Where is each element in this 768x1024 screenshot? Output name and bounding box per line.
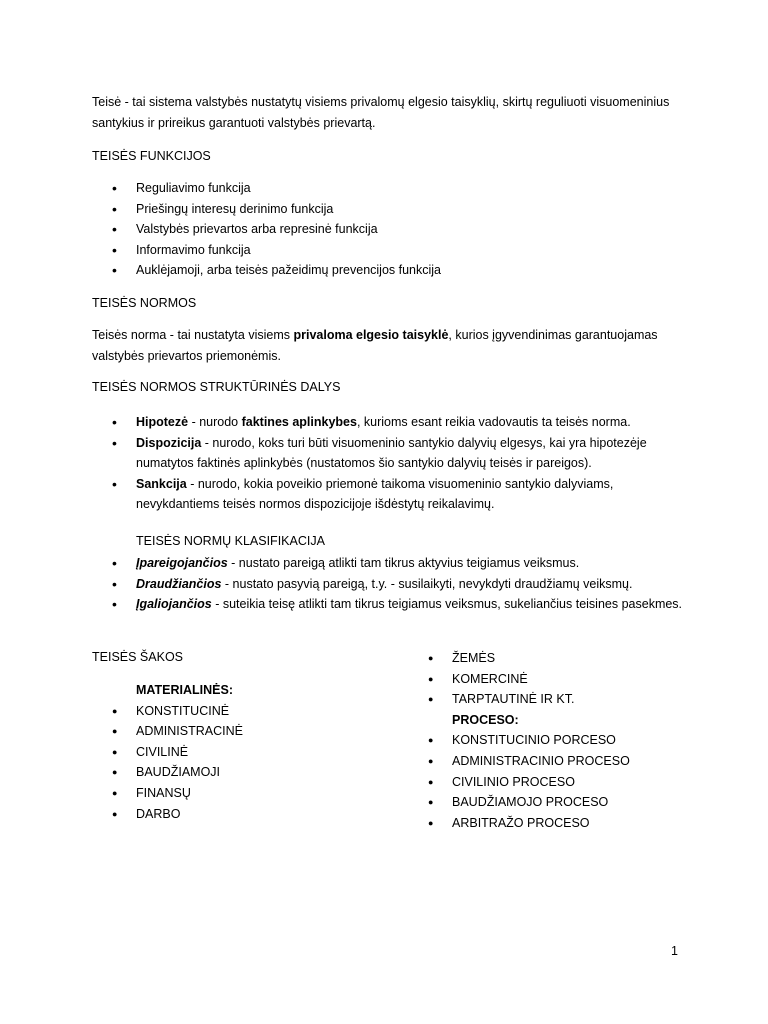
process-list <box>408 730 708 833</box>
norms-heading: TEISĖS NORMOS <box>92 296 197 310</box>
structure-term: Dispozicija <box>136 435 202 450</box>
structure-bold: faktines aplinkybes <box>241 415 357 429</box>
list-item: ● ADMINISTRACINĖ <box>92 721 392 742</box>
list-item: ● KONSTITUCINIO PORCESO <box>408 730 708 751</box>
classification-list <box>92 553 692 615</box>
intro-text: - tai sistema valstybės nustatytų visiems privalomų elgesio taisyklių, skirtų reguliuoti visuomeninius santykius ir prireikus garantuoti valstybės prievartą. <box>92 95 670 130</box>
branches-left-column <box>92 680 392 824</box>
functions-heading: TEISĖS FUNKCIJOS <box>92 149 211 163</box>
list-item: • Priešingų interesų derinimo funkcija <box>92 199 692 220</box>
structure-text: - nurodo, kokia poveikio priemonė taikoma visuomeninio santykio dalyviams, nevykdantiems teisės normos dispozicijoje išdėstytų reikalavimų. <box>136 476 614 512</box>
material-list-continued <box>408 648 708 710</box>
classification-text: - suteikia teisę atlikti tam tikrus teigiamus veiksmus, sukeliančius teisines pasekmes. <box>211 597 683 612</box>
list-item: ● TARPTAUTINĖ IR KT. <box>408 689 708 710</box>
list-item: • Informavimo funkcija <box>92 240 692 261</box>
list-item: • Auklėjamoji, arba teisės pažeidimų prevencijos funkcija <box>92 260 692 281</box>
list-item: ● BAUDŽIAMOJO PROCESO <box>408 792 708 813</box>
intro-paragraph <box>92 92 692 134</box>
list-item: ● DARBO <box>92 804 392 825</box>
classification-term: Įgaliojančios <box>136 597 212 612</box>
list-item: • Reguliavimo funkcija <box>92 178 692 199</box>
classification-term: Įpareigojančios <box>136 556 228 570</box>
list-item: ● KOMERCINĖ <box>408 669 708 690</box>
page-number: 1 <box>671 944 678 958</box>
structure-term: Sankcija <box>136 476 187 491</box>
norms-def-start: Teisės norma - tai nustatyta visiems <box>92 328 294 342</box>
classification-term: Draudžiančios <box>136 576 222 591</box>
list-item <box>92 574 692 595</box>
list-item <box>92 433 692 474</box>
structure-list <box>92 412 692 515</box>
intro-term: Teisė <box>92 95 122 109</box>
structure-pre: - nurodo <box>188 415 242 429</box>
material-heading: MATERIALINĖS: <box>136 683 233 697</box>
list-item <box>92 412 692 433</box>
list-item: ● CIVILINĖ <box>92 742 392 763</box>
material-list <box>92 701 392 825</box>
structure-text: , kurioms esant reikia vadovautis ta teisės norma. <box>356 415 631 429</box>
structure-text: - nurodo, koks turi būti visuomeninio santykio dalyvių elgesys, kai yra hipotezėje numatytos faktinės aplinkybės (nustatomos šio santykio dalyvių teisės ir pareigos). <box>136 435 647 471</box>
list-item: ● ADMINISTRACINIO PROCESO <box>408 751 708 772</box>
norms-definition <box>92 325 692 367</box>
classification-text: - nustato pasyvią pareigą, t.y. - susilaikyti, nevykdyti draudžiamų veiksmų. <box>221 576 633 591</box>
classification-heading: TEISĖS NORMŲ KLASIFIKACIJA <box>136 534 325 548</box>
list-item: ● FINANSŲ <box>92 783 392 804</box>
branches-right-column <box>408 648 708 833</box>
list-item: • Valstybės prievartos arba represinė funkcija <box>92 219 692 240</box>
list-item: ● BAUDŽIAMOJI <box>92 762 392 783</box>
branches-heading: TEISĖS ŠAKOS <box>92 650 184 664</box>
list-item <box>92 474 692 515</box>
norms-def-end: , kurios įgyvendinimas garantuojamas valstybės prievartos priemonėmis. <box>92 328 658 363</box>
list-item: ● ARBITRAŽO PROCESO <box>408 813 708 834</box>
structure-term: Hipotezė <box>136 415 189 429</box>
list-item: ● CIVILINIO PROCESO <box>408 772 708 793</box>
list-item: ● KONSTITUCINĖ <box>92 701 392 722</box>
process-heading: PROCESO: <box>452 712 519 727</box>
classification-text: - nustato pareigą atlikti tam tikrus aktyvius teigiamus veiksmus. <box>227 556 580 570</box>
list-item <box>92 553 692 574</box>
list-item: ● ŽEMĖS <box>408 648 708 669</box>
structure-heading: TEISĖS NORMOS STRUKTŪRINĖS DALYS <box>92 380 341 394</box>
list-item <box>92 594 692 615</box>
norms-def-bold: privaloma elgesio taisyklė <box>293 328 449 342</box>
functions-list <box>92 178 692 281</box>
